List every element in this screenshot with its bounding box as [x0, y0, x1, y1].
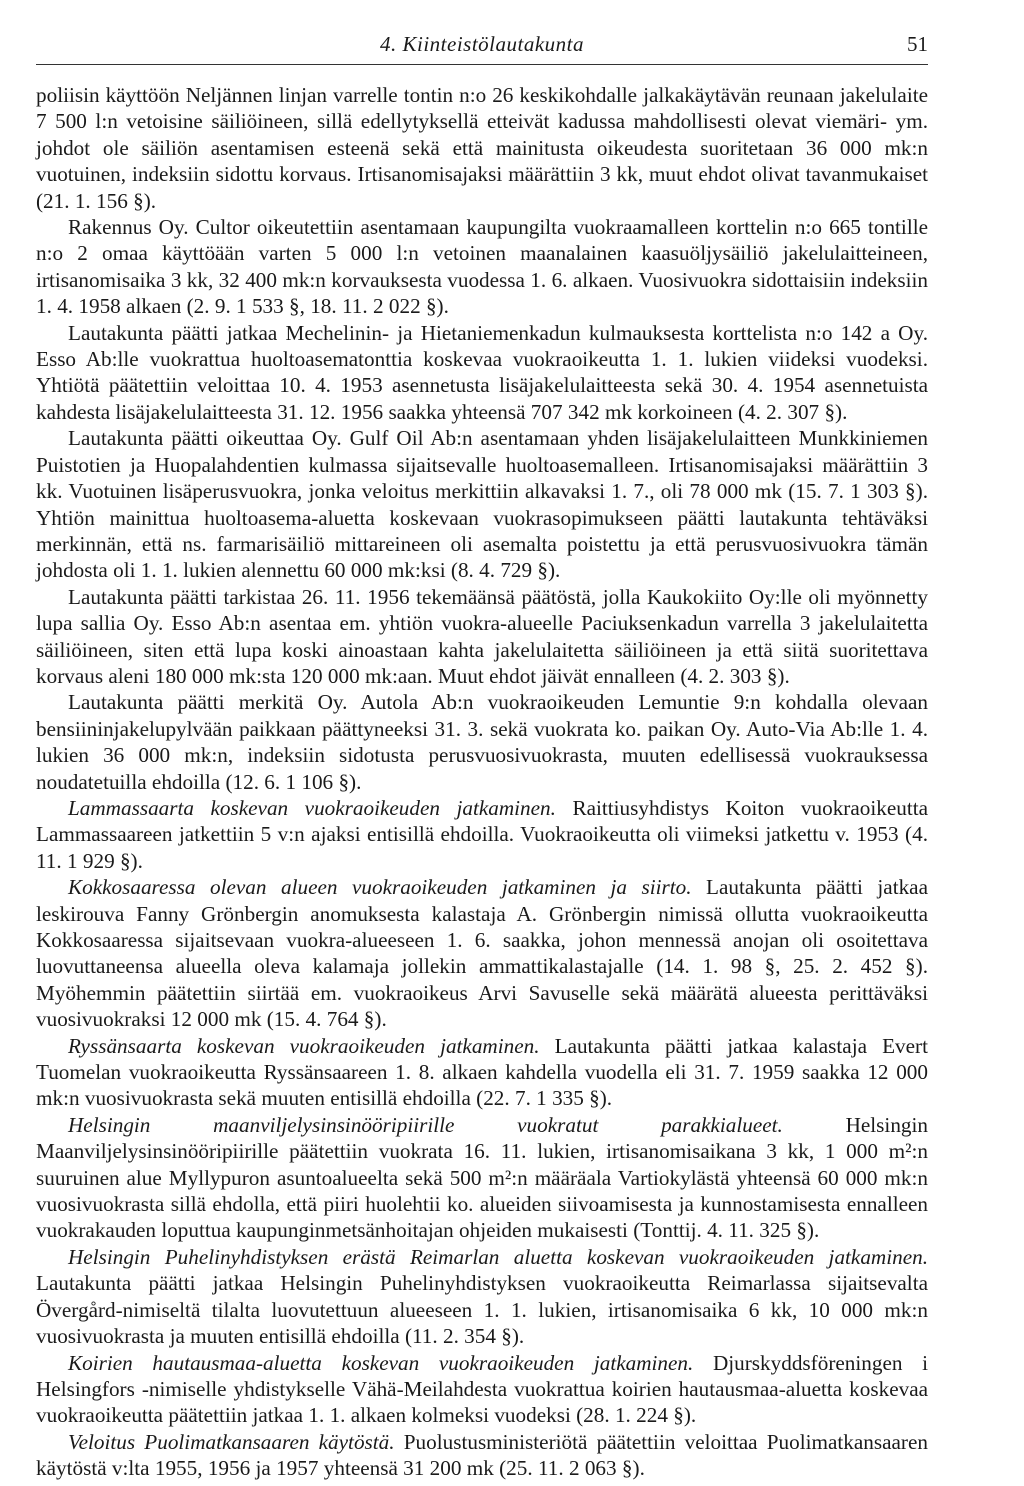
paragraph-heading: Helsingin maanviljelysinsinööripiirille vuokratut parakkialueet. [68, 1112, 783, 1137]
paragraph-text: poliisin käyttöön Neljännen linjan varrelle tontin n:o 26 keskikohdalle jalkakäytävän reunaan jakelulaite 7 500 l:n vetoisine säiliöineen, sillä edellytyksellä etteivät kadussa mahdollisesti olevat viemäri- ym. johdot ole säiliön asentamisen esteenä sekä että mainitusta oikeudesta suoritetaan 36 000 mk:n vuotuinen, indeksiin sidottu korvaus. Irtisanomisajaksi määrättiin 3 kk, muut ehdot olivat tavanmukaiset (21. 1. 156 §). [36, 83, 928, 213]
paragraph [36, 1429, 928, 1482]
paragraph [36, 795, 928, 874]
paragraph [36, 214, 928, 320]
paragraph-heading: Koirien hautausmaa-aluetta koskevan vuokraoikeuden jatkaminen. [68, 1350, 694, 1375]
paragraph [36, 1033, 928, 1112]
paragraph [36, 874, 928, 1032]
paragraph-text: Helsingin Maanviljelysinsinööripiirille päätettiin vuokrata 16. 11. lukien, irtisanomisaikana 3 kk, 1 000 m²:n suuruinen alue Myllypuron asuntoalueelta sekä 500 m²:n määräala Vartiokylästä yhteensä 60 000 mk:n vuosivuokrasta sillä ehdolla, että piiri huolehtii ko. alueiden siivoamisesta ja kunnostamisesta ennalleen vuokrakauden loputtua kaupunginmetsänhoitajan ohjeiden mukaisesti (Tonttij. 4. 11. 325 §). [36, 1112, 928, 1243]
paragraph [36, 425, 928, 583]
paragraph [36, 320, 928, 426]
paragraph-text: Lautakunta päätti jatkaa leskirouva Fanny Grönbergin anomuksesta kalastaja A. Grönbergin nimissä ollutta vuokraoikeutta Kokkosaaressa sijaitsevaan vuokra-alueeseen 1. 6. saakka, johon mennessä anojan oli osoitettava luovuttaneensa alueella oleva kalamaja jollekin ammattikalastajalle (14. 1. 98 §, 25. 2. 452 §). Myöhemmin päätettiin siirtää em. vuokraoikeus Arvi Savuselle sekä määrätä alueesta perittäväksi vuosivuokraksi 12 000 mk (15. 4. 764 §). [36, 875, 928, 1032]
running-header [36, 24, 928, 65]
paragraph-heading: Veloitus Puolimatkansaaren käytöstä. [68, 1429, 395, 1454]
body-text [36, 82, 928, 1482]
paragraph-text: Djurskyddsföreningen i Helsingfors -nimiselle yhdistykselle Vähä-Meilahdesta vuokrattua koirien hautausmaa-aluetta koskevaa vuokraoikeutta päätettiin jatkaa 1. 1. alkaen kolmeksi vuodeksi (28. 1. 224 §). [36, 1350, 928, 1428]
paragraph [36, 1350, 928, 1429]
page-number: 51 [907, 32, 928, 56]
paragraph-text: Lautakunta päätti tarkistaa 26. 11. 1956 tekemäänsä päätöstä, jolla Kaukokiito Oy:lle oli myönnetty lupa sallia Oy. Esso Ab:n asentaa em. yhtiön vuokra-alueelle Paciuksenkadun varrella 3 jakelulaitetta säiliöineen, siten että lupa koski ainoastaan kahta jakelulaitetta säiliöineen ja että siitä suoritettava korvaus aleni 180 000 mk:sta 120 000 mk:aan. Muut ehdot jäivät ennalleen (4. 2. 303 §). [36, 584, 928, 688]
header-title: 4. Kiinteistölautakunta [380, 32, 584, 56]
paragraph-text: Raittiusyhdistys Koiton vuokraoikeutta Lammassaareen jatkettiin 5 v:n ajaksi entisillä ehdoilla. Vuokraoikeutta oli viimeksi jatkettu v. 1953 (4. 11. 1 929 §). [36, 795, 928, 873]
paragraph-text: Lautakunta päätti jatkaa Helsingin Puhelinyhdistyksen vuokraoikeutta Reimarlassa sijaitsevalta Övergård-nimiseltä tilalta luovutettuun alueeseen 1. 1. lukien, irtisanomisaika 6 kk, 10 000 mk:n vuosivuokrasta ja muuten entisillä ehdoilla (11. 2. 354 §). [36, 1271, 928, 1349]
paragraph-heading: Lammassaarta koskevan vuokraoikeuden jatkaminen. [68, 795, 556, 820]
paragraph-text: Lautakunta päätti merkitä Oy. Autola Ab:n vuokraoikeuden Lemuntie 9:n kohdalla olevaan bensiininjakelupylvään paikkaan päättyneeksi 31. 3. sekä vuokrata ko. paikan Oy. Auto-Via Ab:lle 1. 4. lukien 36 000 mk:n, indeksiin sidotusta perusvuosivuokrasta, muuten edellisessä vuokrauksessa noudatetuilla ehdoilla (12. 6. 1 106 §). [36, 690, 928, 794]
paragraph [36, 1112, 928, 1244]
paragraph-text: Lautakunta päätti oikeuttaa Oy. Gulf Oil Ab:n asentamaan yhden lisäjakelulaitteen Munkkiniemen Puistotien ja Huopalahdentien kulmassa sijaitsevalle huoltoasemalleen. Irtisanomisajaksi määrättiin 3 kk. Vuotuinen lisäperusvuokra, jonka veloitus merkittiin alkavaksi 1. 7., oli 78 000 mk (15. 7. 1 303 §). Yhtiön mainittua huoltoasema-aluetta koskevaan vuokrasopimukseen päätti lautakunta tehtäväksi merkinnän, että ns. farmarisäiliö mittareineen oli asemalta poistettu ja että perusvuosivuokra tämän johdosta oli 1. 1. lukien alennettu 60 000 mk:ksi (8. 4. 729 §). [36, 426, 928, 583]
paragraph-text: Lautakunta päätti jatkaa Mechelinin- ja Hietaniemenkadun kulmauksesta korttelista n:o 142 a Oy. Esso Ab:lle vuokrattua huoltoasematonttia koskevaa vuokraoikeutta 1. 1. lukien viideksi vuodeksi. Yhtiötä päätettiin veloittaa 10. 4. 1953 asennetusta lisäjakelulaitteesta sekä 30. 4. 1954 asennetuista kahdesta lisäjakelulaitteesta 31. 12. 1956 saakka yhteensä 707 342 mk korkoineen (4. 2. 307 §). [36, 320, 928, 424]
paragraph [36, 1244, 928, 1350]
paragraph-text: Rakennus Oy. Cultor oikeutettiin asentamaan kaupungilta vuokraamalleen korttelin n:o 665 tontille n:o 2 omaa käyttöään varten 5 000 l:n vetoinen maanalainen kaasuöljysäiliö jakelulaitteineen, irtisanomisaika 3 kk, 32 400 mk:n korvauksesta vuodessa 1. 6. alkaen. Vuosivuokra sidottaisiin indeksiin 1. 4. 1958 alkaen (2. 9. 1 533 §, 18. 11. 2 022 §). [36, 215, 928, 319]
paragraph-heading: Kokkosaaressa olevan alueen vuokraoikeuden jatkaminen ja siirto. [68, 875, 692, 900]
paragraph-text: Puolustusministeriötä päätettiin veloittaa Puolimatkansaaren käytöstä v:lta 1955, 1956 ja 1957 yhteensä 31 200 mk (25. 11. 2 063 §). [36, 1429, 928, 1481]
paragraph [36, 82, 928, 214]
paragraph [36, 689, 928, 795]
paragraph-heading: Ryssänsaarta koskevan vuokraoikeuden jatkaminen. [68, 1033, 540, 1058]
paragraph-text: Lautakunta päätti jatkaa kalastaja Evert Tuomelan vuokraoikeutta Ryssänsaareen 1. 8. alkaen kahdella vuodella eli 31. 7. 1959 saakka 12 000 mk:n vuosivuokrasta sekä muuten entisillä ehdoilla (22. 7. 1 335 §). [36, 1033, 928, 1111]
paragraph-heading: Helsingin Puhelinyhdistyksen erästä Reimarlan aluetta koskevan vuokraoikeuden jatkaminen. [68, 1244, 928, 1269]
paragraph [36, 584, 928, 690]
